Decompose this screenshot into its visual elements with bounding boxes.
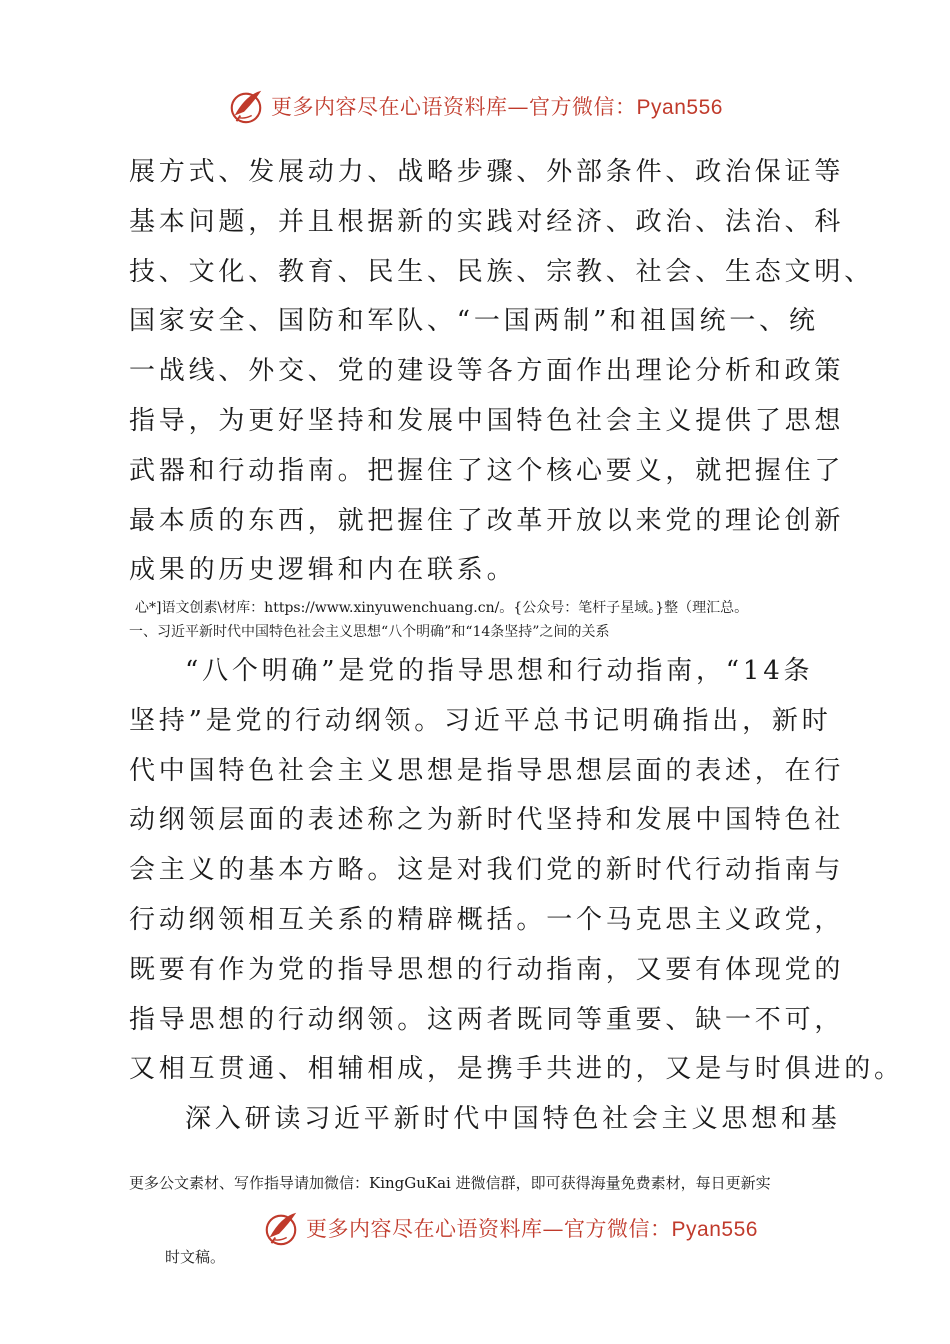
- footer-banner: [0, 1206, 950, 1250]
- text-line: 动纲领层面的表述称之为新时代坚持和发展中国特色社: [129, 805, 845, 836]
- text-line: 最本质的东西，就把握住了改革开放以来党的理论创新: [129, 505, 845, 536]
- text-line: 技、文化、教育、民生、民族、宗教、社会、生态文明、: [129, 256, 875, 287]
- text-line: 指导，为更好坚持和发展中国特色社会主义提供了思想: [129, 405, 845, 436]
- footer-wechat-id: Pyan556: [671, 1218, 758, 1241]
- header-banner-text: 更多内容尽在心语资料库—官方微信：Pyan556: [271, 95, 723, 119]
- text-line: “八个明确”是党的指导思想和行动指南，“14条: [185, 656, 814, 686]
- header-banner: [0, 84, 950, 128]
- text-line: 会主义的基本方略。这是对我们党的新时代行动指南与: [129, 855, 845, 886]
- text-line: 坚持”是党的行动纲领。习近平总书记明确指出，新时: [129, 705, 832, 736]
- text-line: 一战线、外交、党的建设等各方面作出理论分析和政策: [129, 356, 845, 387]
- footer-banner-text: 更多内容尽在心语资料库—官方微信：Pyan556: [306, 1217, 758, 1241]
- text-line: 成果的历史逻辑和内在联系。: [129, 555, 517, 586]
- body-paragraph-2: [129, 647, 904, 1145]
- quill-logo-icon: [262, 1209, 300, 1247]
- text-line: 基本问题，并且根据新的实践对经济、政治、法治、科: [129, 206, 845, 237]
- footer-note-continuation: 时文稿。: [165, 1248, 226, 1266]
- quill-logo-icon: [227, 87, 265, 125]
- text-line: 行动纲领相互关系的精辟概括。一个马克思主义政党，: [129, 904, 845, 935]
- footer-note: 更多公文素材、写作指导请加微信：KingGuKai 进微信群，即可获得海量免费素材，每日更新实: [129, 1174, 771, 1192]
- text-line: 深入研读习近平新时代中国特色社会主义思想和基: [185, 1104, 841, 1135]
- text-line: 代中国特色社会主义思想是指导思想层面的表述，在行: [129, 755, 845, 786]
- text-line: 指导思想的行动纲领。这两者既同等重要、缺一不可，: [129, 1004, 845, 1035]
- header-wechat-id: Pyan556: [636, 96, 723, 119]
- text-line: 既要有作为党的指导思想的行动指南，又要有体现党的: [129, 954, 845, 985]
- section-heading: 一、习近平新时代中国特色社会主义思想“八个明确”和“14条坚持”之间的关系: [129, 624, 610, 640]
- text-line: 又相互贯通、相辅相成，是携手共进的，又是与时俱进的。: [129, 1054, 904, 1085]
- body-paragraph-1: [129, 148, 875, 596]
- text-line: 展方式、发展动力、战略步骤、外部条件、政治保证等: [129, 157, 845, 187]
- text-line: 武器和行动指南。把握住了这个核心要义，就把握住了: [129, 455, 845, 486]
- source-line: 心*]语文创素\材库：https://www.xinyuwenchuang.cn/。{公众号：笔杆子星域。}整（理汇总。: [135, 600, 749, 616]
- text-line: 国家安全、国防和军队、“一国两制”和祖国统一、统: [129, 306, 819, 337]
